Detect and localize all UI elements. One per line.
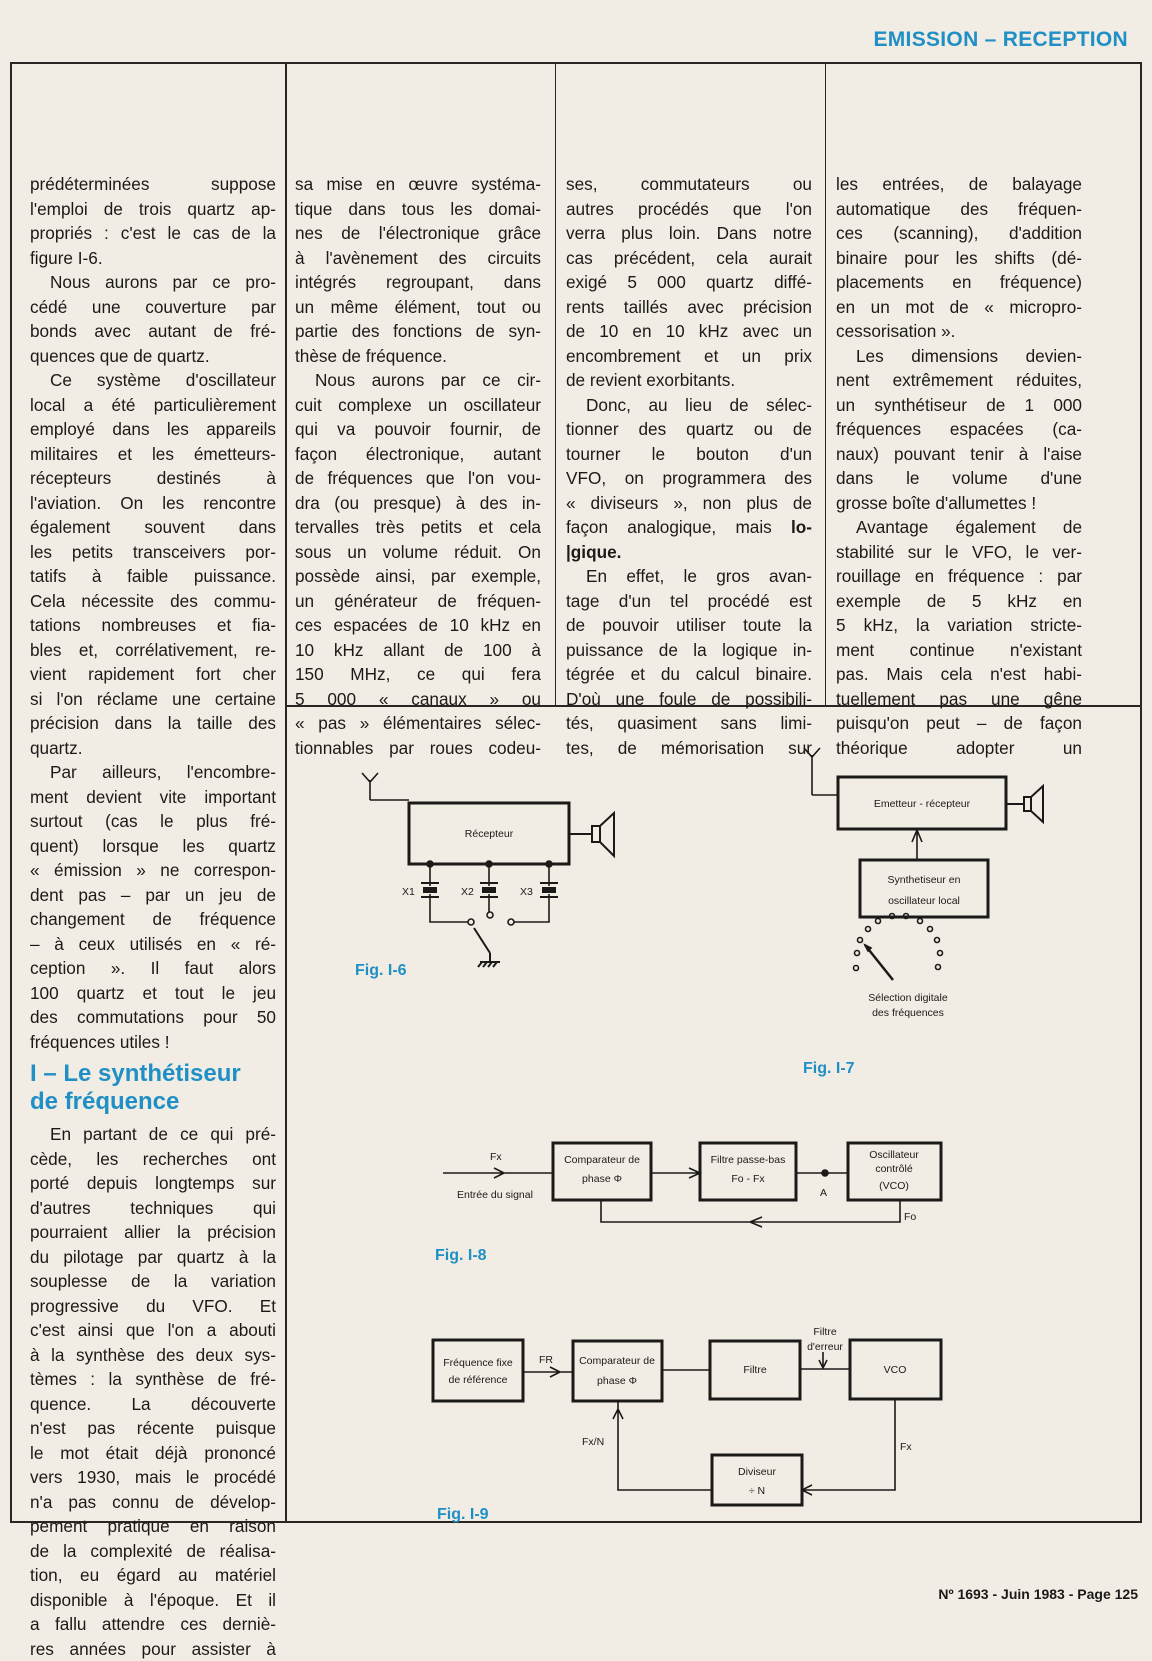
text-line: façon analogique, mais lo- bbox=[566, 515, 812, 540]
text-line: progressive du VFO. Et bbox=[30, 1294, 276, 1319]
text-line: bles et, corrélativement, re- bbox=[30, 638, 276, 663]
text-line: En effet, le gros avan- bbox=[566, 564, 812, 589]
text-line: cédé une couverture par bbox=[30, 295, 276, 320]
text-line: exemple de 5 kHz en bbox=[836, 589, 1082, 614]
input-label: Entrée du signal bbox=[457, 1189, 533, 1201]
synthesizer-label-2: oscillateur local bbox=[888, 895, 960, 907]
text-line: employé dans les appareils bbox=[30, 417, 276, 442]
text-line: surtout (cas le plus fré- bbox=[30, 809, 276, 834]
divider-box bbox=[712, 1455, 802, 1505]
text-line: tuellement pas une gêne bbox=[836, 687, 1082, 712]
text-line: qui va pouvoir fournir, de bbox=[295, 417, 541, 442]
text-line: Cela nécessite des commu- bbox=[30, 589, 276, 614]
text-line: local a été particulièrement bbox=[30, 393, 276, 418]
fig-i8-caption: Fig. I-8 bbox=[435, 1247, 487, 1265]
filter-label: Filtre bbox=[743, 1364, 766, 1376]
receiver-label: Récepteur bbox=[465, 828, 514, 840]
text-line: précision dans la taille des bbox=[30, 711, 276, 736]
text-line: tique dans tous les domai- bbox=[295, 197, 541, 222]
text-line: rents taillés avec précision bbox=[566, 295, 812, 320]
vco-label: VCO bbox=[884, 1364, 907, 1376]
text-line: naux) pouvant tenir à l'aise bbox=[836, 442, 1082, 467]
text-line: un même élément, tout ou bbox=[295, 295, 541, 320]
text-line: tourner le bouton d'un bbox=[566, 442, 812, 467]
fo-label: Fo bbox=[904, 1211, 916, 1223]
text-line: ment continue n'existant bbox=[836, 638, 1082, 663]
text-line: tes, de mémorisation sur bbox=[566, 736, 812, 761]
text-line: un générateur de fréquen- bbox=[295, 589, 541, 614]
fx-over-n-label: Fx/N bbox=[582, 1436, 604, 1448]
selection-label-1: Sélection digitale bbox=[868, 992, 948, 1004]
text-line: tionner des quartz ou de bbox=[566, 417, 812, 442]
selector-switch-icon bbox=[468, 912, 514, 967]
text-line: cuit complexe un oscillateur bbox=[295, 393, 541, 418]
text-line: sa mise en œuvre systéma- bbox=[295, 172, 541, 197]
text-line: tés, quasiment sans limi- bbox=[566, 711, 812, 736]
text-line: du pilotage par quartz à la bbox=[30, 1245, 276, 1270]
arrow-up bbox=[912, 830, 922, 860]
text-line: figure I-6. bbox=[30, 246, 276, 271]
text-line: ception ». Il faut alors bbox=[30, 956, 276, 981]
text-line: n'est pas récente puisque bbox=[30, 1416, 276, 1441]
text-line: quartz. bbox=[30, 736, 276, 761]
text-line: – à ceux utilisés en « ré- bbox=[30, 932, 276, 957]
vco-label-3: (VCO) bbox=[879, 1180, 909, 1192]
text-line: binaire pour les shifts (dé- bbox=[836, 246, 1082, 271]
text-line: n'a pas connu de dévelop- bbox=[30, 1490, 276, 1515]
text-line: propriés : c'est le cas de la bbox=[30, 221, 276, 246]
text-line: placements en fréquence) bbox=[836, 270, 1082, 295]
text-line: Avantage également de bbox=[836, 515, 1082, 540]
text-line: cas précédent, cela aurait bbox=[566, 246, 812, 271]
heading-line: de fréquence bbox=[30, 1088, 276, 1116]
text-line: fréquences espacées (ca- bbox=[836, 417, 1082, 442]
text-line: un synthétiseur de 1 000 bbox=[836, 393, 1082, 418]
text-line: c'est ainsi que l'on a abouti bbox=[30, 1318, 276, 1343]
text-line: Nous aurons par ce pro- bbox=[30, 270, 276, 295]
text-line: nent extrêmement réduites, bbox=[836, 368, 1082, 393]
heading-line: I – Le synthétiseur bbox=[30, 1060, 276, 1088]
fig-i9-diagram bbox=[433, 1326, 941, 1505]
text-line: à la synthèse des deux sys- bbox=[30, 1343, 276, 1368]
text-line: « pas » élémentaires sélec- bbox=[295, 711, 541, 736]
divider-label-1: Diviseur bbox=[738, 1466, 776, 1478]
text-line: bonds avec autant de fré- bbox=[30, 319, 276, 344]
text-line: récepteurs destinés à bbox=[30, 466, 276, 491]
text-line: rouillage en fréquence : par bbox=[836, 564, 1082, 589]
antenna-icon bbox=[804, 748, 838, 795]
text-line: thèse de fréquence. bbox=[295, 344, 541, 369]
fig-i6-caption: Fig. I-6 bbox=[355, 962, 407, 980]
text-line: façon électronique, autant bbox=[295, 442, 541, 467]
text-line: |gique. bbox=[566, 540, 812, 565]
filter-label-2: Fo - Fx bbox=[731, 1173, 765, 1185]
text-line: si l'on réclame une certaine bbox=[30, 687, 276, 712]
speaker-icon bbox=[569, 813, 614, 856]
text-line: ses, commutateurs ou bbox=[566, 172, 812, 197]
text-line: tage d'un tel procédé est bbox=[566, 589, 812, 614]
text-line: également souvent dans bbox=[30, 515, 276, 540]
text-line: Par ailleurs, l'encombre- bbox=[30, 760, 276, 785]
text-line: théorique adopter un bbox=[836, 736, 1082, 761]
text-line: Nous aurons par ce cir- bbox=[295, 368, 541, 393]
text-line: pas. Mais cela n'est habi- bbox=[836, 662, 1082, 687]
text-line: souplesse de la variation bbox=[30, 1269, 276, 1294]
text-line: les entrées, de balayage bbox=[836, 172, 1082, 197]
fig-i6-diagram bbox=[362, 773, 614, 967]
text-line: en un mot de « micropro- bbox=[836, 295, 1082, 320]
text-line: automatique des fréquen- bbox=[836, 197, 1082, 222]
point-a-label: A bbox=[820, 1187, 827, 1199]
text-line: possède ainsi, par exemple, bbox=[295, 564, 541, 589]
text-line: Ce système d'oscillateur bbox=[30, 368, 276, 393]
fig-i7-caption: Fig. I-7 bbox=[803, 1060, 855, 1078]
text-line: a fallu attendre ces derniè- bbox=[30, 1612, 276, 1637]
text-line: tervalles très petits et cela bbox=[295, 515, 541, 540]
fig-i7-diagram bbox=[804, 748, 1043, 1019]
comparator-label-1: Comparateur de bbox=[579, 1355, 655, 1367]
text-line: quent) lorsque les quartz bbox=[30, 834, 276, 859]
crystal-x1-label: X1 bbox=[402, 886, 415, 898]
error-filter-label-1: Filtre bbox=[813, 1326, 836, 1338]
text-line: militaires et les émetteurs- bbox=[30, 442, 276, 467]
text-line: sous un volume réduit. On bbox=[295, 540, 541, 565]
crystal-x3-label: X3 bbox=[520, 886, 533, 898]
transceiver-label: Emetteur - récepteur bbox=[874, 798, 971, 810]
phase-comparator-box bbox=[553, 1143, 651, 1200]
text-line: autres procédés que l'on bbox=[566, 197, 812, 222]
lowpass-filter-box bbox=[700, 1143, 796, 1200]
text-line: 5 kHz, la variation stricte- bbox=[836, 613, 1082, 638]
text-line: vers 1930, mais le procédé bbox=[30, 1465, 276, 1490]
text-line: tèmes : la synthèse de fré- bbox=[30, 1367, 276, 1392]
text-line: le mot était déjà prononcé bbox=[30, 1441, 276, 1466]
text-line: puissance de la logique in- bbox=[566, 638, 812, 663]
text-line: fréquences utiles ! bbox=[30, 1030, 276, 1055]
text-line: quence. La découverte bbox=[30, 1392, 276, 1417]
reference-label-2: de référence bbox=[449, 1374, 508, 1386]
text-line: tion, eu égard au matériel bbox=[30, 1563, 276, 1588]
text-line: à l'avènement des circuits bbox=[295, 246, 541, 271]
text-line: partie des fonctions de syn- bbox=[295, 319, 541, 344]
text-line: puisqu'on peut – de façon bbox=[836, 711, 1082, 736]
text-line: tatifs à faible puissance. bbox=[30, 564, 276, 589]
filter-label-1: Filtre passe-bas bbox=[711, 1154, 786, 1166]
text-line: VFO, on programmera des bbox=[566, 466, 812, 491]
phase-comparator-box bbox=[573, 1341, 662, 1401]
synthesizer-box bbox=[860, 860, 988, 917]
page-footer: Nº 1693 - Juin 1983 - Page 125 bbox=[938, 1586, 1138, 1602]
fx-label: Fx bbox=[900, 1441, 912, 1453]
text-line: ces espacées de 10 kHz en bbox=[295, 613, 541, 638]
text-line: intégrés regroupant, dans bbox=[295, 270, 541, 295]
text-line: nes de l'électronique grâce bbox=[295, 221, 541, 246]
antenna-icon bbox=[362, 773, 409, 800]
text-line: En partant de ce qui pré- bbox=[30, 1122, 276, 1147]
text-line: 10 kHz allant de 100 à bbox=[295, 638, 541, 663]
text-line: dra (ou presque) à des in- bbox=[295, 491, 541, 516]
vco-label-2: contrôlé bbox=[875, 1163, 913, 1175]
text-line: des commutations pour 50 bbox=[30, 1005, 276, 1030]
text-line: tégrée et du calcul binaire. bbox=[566, 662, 812, 687]
text-line: de 10 en 10 kHz avec un bbox=[566, 319, 812, 344]
text-line: res années pour assister à bbox=[30, 1637, 276, 1661]
text-line: tionnables par roues codeu- bbox=[295, 736, 541, 761]
text-line: 5 000 « canaux » ou bbox=[295, 687, 541, 712]
text-line: de fréquences que l'on vou- bbox=[295, 466, 541, 491]
text-line: D'où une foule de possibili- bbox=[566, 687, 812, 712]
speaker-icon bbox=[1006, 786, 1043, 822]
text-line: disponible à l'époque. Et il bbox=[30, 1588, 276, 1613]
text-line: dans le volume d'une bbox=[836, 466, 1082, 491]
text-line: vient rapidement fort cher bbox=[30, 662, 276, 687]
text-line: cède, les recherches ont bbox=[30, 1147, 276, 1172]
text-line: exigé 5 000 quartz diffé- bbox=[566, 270, 812, 295]
digital-selector-dial-icon bbox=[854, 914, 943, 981]
text-line: changement de fréquence bbox=[30, 907, 276, 932]
text-line: cessorisation ». bbox=[836, 319, 1082, 344]
text-line: d'autres techniques qui bbox=[30, 1196, 276, 1221]
text-line: de la complexité de réalisa- bbox=[30, 1539, 276, 1564]
text-line: stabilité sur le VFO, le ver- bbox=[836, 540, 1082, 565]
text-line: 100 quartz et tout le jeu bbox=[30, 981, 276, 1006]
vco-label-1: Oscillateur bbox=[869, 1149, 919, 1161]
reference-label-1: Fréquence fixe bbox=[443, 1357, 513, 1369]
comparator-label-2: phase Φ bbox=[597, 1375, 637, 1387]
text-line: pourraient allier la précision bbox=[30, 1220, 276, 1245]
text-line: Les dimensions devien- bbox=[836, 344, 1082, 369]
text-line: l'emploi de trois quartz ap- bbox=[30, 197, 276, 222]
text-line: les petits transceivers por- bbox=[30, 540, 276, 565]
error-filter-label-2: d'erreur bbox=[807, 1341, 843, 1353]
text-line: de pouvoir utiliser toute la bbox=[566, 613, 812, 638]
reference-box bbox=[433, 1340, 523, 1401]
text-line: pement pratique en raison bbox=[30, 1514, 276, 1539]
fig-i8-diagram bbox=[443, 1143, 941, 1227]
text-line: porté depuis longtemps sur bbox=[30, 1171, 276, 1196]
section-header: EMISSION – RECEPTION bbox=[873, 28, 1128, 52]
text-line: Donc, au lieu de sélec- bbox=[566, 393, 812, 418]
text-line: l'aviation. On les rencontre bbox=[30, 491, 276, 516]
fx-label: Fx bbox=[490, 1151, 502, 1163]
selection-label-2: des fréquences bbox=[872, 1007, 944, 1019]
text-line: dent pas – par un jeu de bbox=[30, 883, 276, 908]
fig-i9-caption: Fig. I-9 bbox=[437, 1506, 489, 1524]
text-line: « diviseurs », non plus de bbox=[566, 491, 812, 516]
text-line: de revient exorbitants. bbox=[566, 368, 812, 393]
fr-label: FR bbox=[539, 1354, 553, 1366]
text-line: « émission » ne correspon- bbox=[30, 858, 276, 883]
text-line: ces (scanning), d'addition bbox=[836, 221, 1082, 246]
text-line: ment devient vite important bbox=[30, 785, 276, 810]
crystal-x2-label: X2 bbox=[461, 886, 474, 898]
text-line: quences que de quartz. bbox=[30, 344, 276, 369]
text-line: grosse boîte d'allumettes ! bbox=[836, 491, 1082, 516]
comparator-label-1: Comparateur de bbox=[564, 1154, 640, 1166]
synthesizer-label-1: Synthetiseur en bbox=[888, 874, 961, 886]
divider-label-2: ÷ N bbox=[749, 1485, 765, 1497]
text-line: encombrement et un prix bbox=[566, 344, 812, 369]
text-line: tations nombreuses et fia- bbox=[30, 613, 276, 638]
text-line: 150 MHz, ce qui fera bbox=[295, 662, 541, 687]
text-line: prédéterminées suppose bbox=[30, 172, 276, 197]
text-line: verra plus loin. Dans notre bbox=[566, 221, 812, 246]
comparator-label-2: phase Φ bbox=[582, 1173, 622, 1185]
